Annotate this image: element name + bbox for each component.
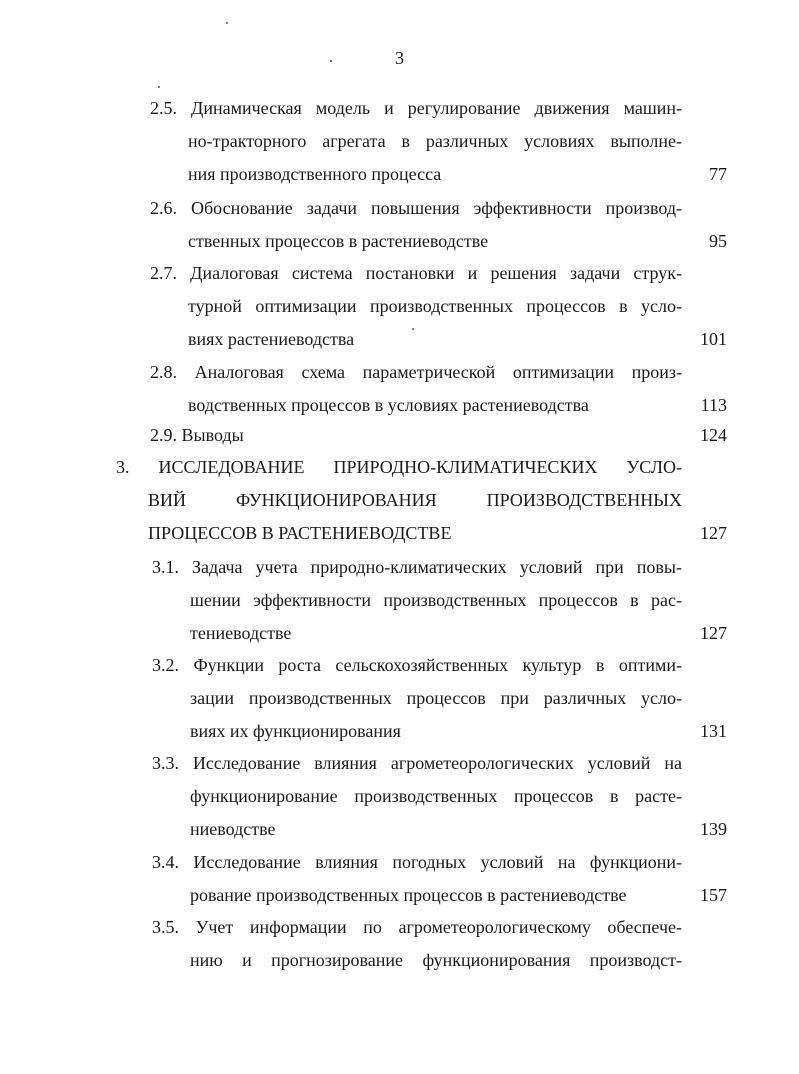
toc-entry-line: 3.5. Учет информации по агрометеорологическому обеспече- — [152, 917, 682, 937]
toc-entry-line: рование производственных процессов в растениеводстве — [190, 885, 627, 905]
toc-entry-line: функционирование производственных процессов в расте- — [190, 786, 682, 806]
toc-page-number: 157 — [700, 885, 727, 905]
toc-entry-line: ственных процессов в растениеводстве — [188, 231, 489, 251]
toc-page-number: 131 — [700, 721, 727, 741]
toc-page-number: 101 — [700, 329, 727, 349]
toc-entry-line: ВИЙ ФУНКЦИОНИРОВАНИЯ ПРОИЗВОДСТВЕННЫХ — [148, 490, 682, 510]
toc-entry-line: турной оптимизации производственных процессов в усло- — [188, 296, 682, 316]
toc-entry-line: водственных процессов в условиях растениеводства — [188, 395, 589, 415]
toc-entry-line: ПРОЦЕССОВ В РАСТЕНИЕВОДСТВЕ — [148, 523, 452, 543]
toc-entry-line: 2.5. Динамическая модель и регулирование движения машин- — [150, 98, 682, 118]
toc-entry-line: тениеводстве — [190, 623, 292, 643]
toc-entry-line: 2.9. Выводы — [150, 425, 244, 445]
scan-speck — [330, 60, 332, 62]
toc-entry-line: 3.4. Исследование влияния погодных условий на функциони- — [152, 852, 682, 872]
toc-entry-line: 3.3. Исследование влияния агрометеорологических условий на — [152, 753, 682, 773]
toc-entry-line: шении эффективности производственных процессов в рас- — [190, 590, 682, 610]
scan-speck — [158, 86, 160, 88]
toc-entry-line: но-тракторного агрегата в различных условиях выполне- — [188, 131, 682, 151]
toc-entry-line: 2.7. Диалоговая система постановки и решения задачи струк- — [150, 263, 682, 283]
toc-entry-line: 3.2. Функции роста сельскохозяйственных культур в оптими- — [152, 655, 682, 675]
toc-page-number: 139 — [700, 819, 727, 839]
toc-entry-line: нию и прогнозирование функционирования производст- — [190, 950, 682, 970]
toc-page-number: 127 — [700, 523, 727, 543]
toc-page-number: 95 — [709, 231, 727, 251]
toc-entry-line: ниеводстве — [190, 819, 276, 839]
scan-speck — [412, 328, 414, 330]
toc-entry-line: 2.6. Обоснование задачи повышения эффективности производ- — [150, 198, 682, 218]
toc-entry-line: ния производственного процесса — [188, 164, 442, 184]
toc-entry-line: 2.8. Аналоговая схема параметрической оптимизации произ- — [150, 362, 682, 382]
toc-entry-line: зации производственных процессов при различных усло- — [190, 688, 682, 708]
scan-speck — [226, 22, 228, 24]
toc-entry-line: 3. ИССЛЕДОВАНИЕ ПРИРОДНО-КЛИМАТИЧЕСКИХ УСЛО- — [116, 457, 682, 477]
toc-entry-line: виях их функционирования — [190, 721, 401, 741]
toc-entry-line: виях растениеводства — [188, 329, 355, 349]
toc-page-number: 113 — [700, 395, 727, 415]
toc-page-number: 127 — [700, 623, 727, 643]
toc-entry-line: 3.1. Задача учета природно-климатических условий при повы- — [152, 557, 682, 577]
page-number: 3 — [395, 48, 404, 68]
toc-page-number: 124 — [700, 425, 727, 445]
toc-page-number: 77 — [709, 164, 727, 184]
